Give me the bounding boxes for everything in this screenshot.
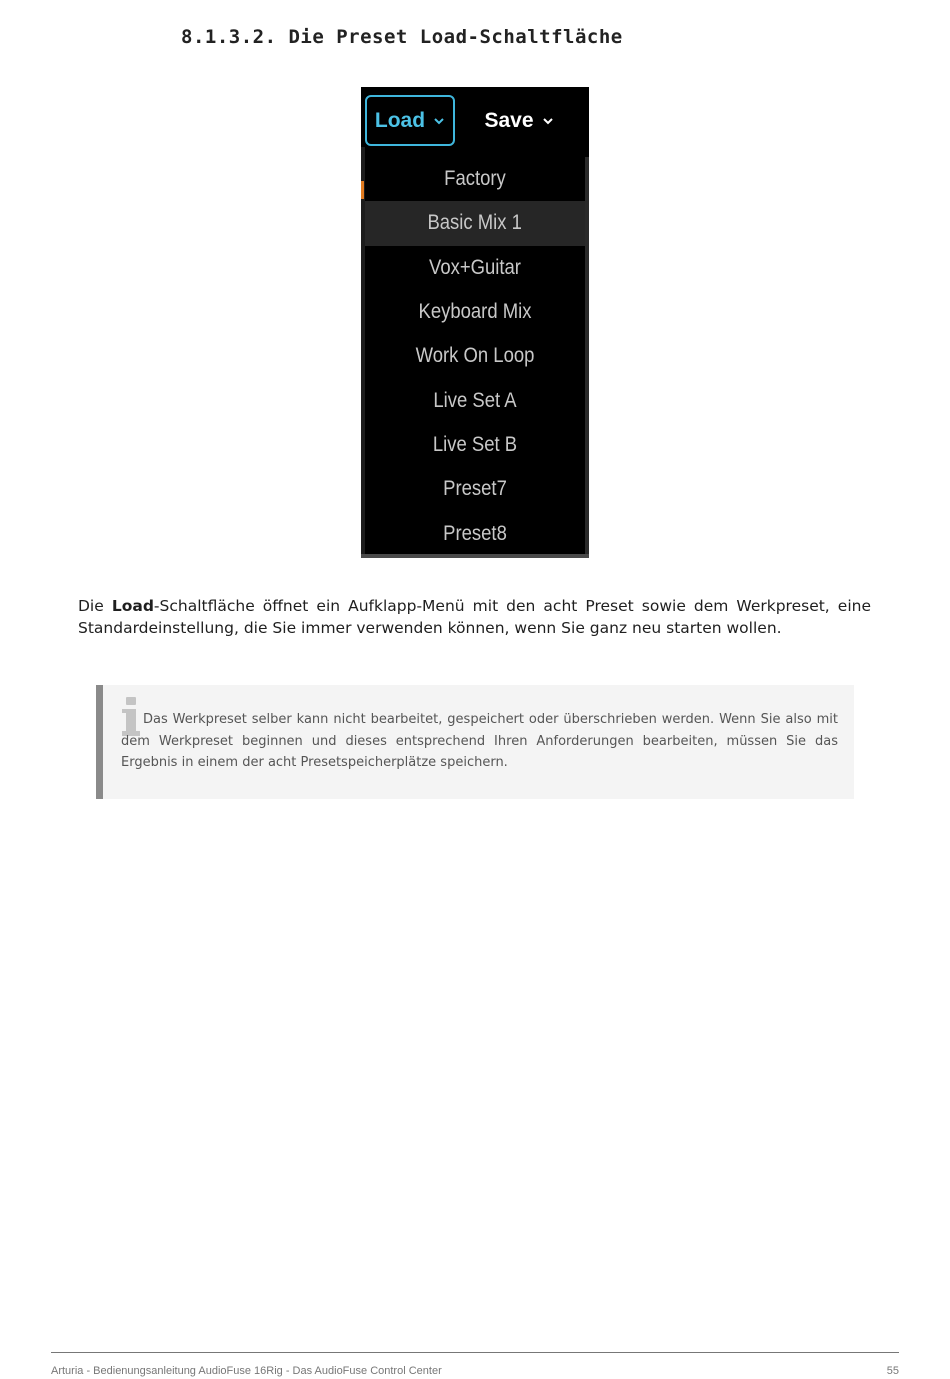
load-button-label: Load bbox=[374, 108, 426, 132]
paragraph-bold-term: Load bbox=[111, 597, 154, 615]
menu-item-basic-mix-1[interactable]: Basic Mix 1 bbox=[365, 201, 585, 245]
body-paragraph bbox=[78, 596, 871, 639]
paragraph-text: -Schaltfläche öffnet ein Aufklapp-Menü mit den acht Preset sowie dem Werkpreset, eine Standardeinstellung, die Sie immer verwenden können, wenn Sie ganz neu starten wollen. bbox=[78, 597, 871, 637]
background-strip bbox=[585, 157, 589, 558]
page-number: 55 bbox=[886, 1365, 899, 1377]
menu-item-preset7[interactable]: Preset7 bbox=[443, 477, 507, 501]
menu-item-vox-guitar[interactable]: Vox+Guitar bbox=[429, 255, 521, 279]
info-note-box bbox=[96, 685, 854, 799]
preset-menu-screenshot bbox=[361, 87, 589, 558]
menu-item-live-set-b[interactable]: Live Set B bbox=[432, 432, 518, 456]
menu-bottom-edge bbox=[361, 554, 589, 558]
footer-divider bbox=[51, 1352, 899, 1353]
note-text: Das Werkpreset selber kann nicht bearbeitet, gespeichert oder überschrieben werden. Wenn Sie also mit dem Werkpreset beginnen und dieses entsprechend Ihren Anforderungen bearbeiten, müssen Sie das Ergebnis in einem der acht Presetspeicherplätze speichern. bbox=[121, 712, 838, 770]
paragraph-text: Die bbox=[78, 597, 112, 615]
menu-item-work-on-loop[interactable]: Work On Loop bbox=[415, 344, 535, 368]
background-accent bbox=[361, 181, 364, 199]
chevron-down-icon bbox=[433, 115, 445, 127]
save-button-label: Save bbox=[484, 108, 534, 132]
menu-item-live-set-a[interactable]: Live Set A bbox=[433, 388, 517, 412]
preset-dropdown-menu bbox=[365, 157, 585, 556]
load-button[interactable] bbox=[365, 95, 455, 146]
menu-item-factory[interactable]: Factory bbox=[444, 167, 506, 191]
section-heading: 8.1.3.2. Die Preset Load-Schaltfläche bbox=[181, 26, 623, 48]
menu-item-preset8[interactable]: Preset8 bbox=[443, 521, 507, 545]
footer-text: Arturia - Bedienungsanleitung AudioFuse 16Rig - Das AudioFuse Control Center bbox=[51, 1365, 442, 1377]
menu-item-keyboard-mix[interactable]: Keyboard Mix bbox=[418, 300, 532, 324]
chevron-down-icon bbox=[542, 115, 554, 127]
save-button[interactable] bbox=[469, 95, 569, 146]
